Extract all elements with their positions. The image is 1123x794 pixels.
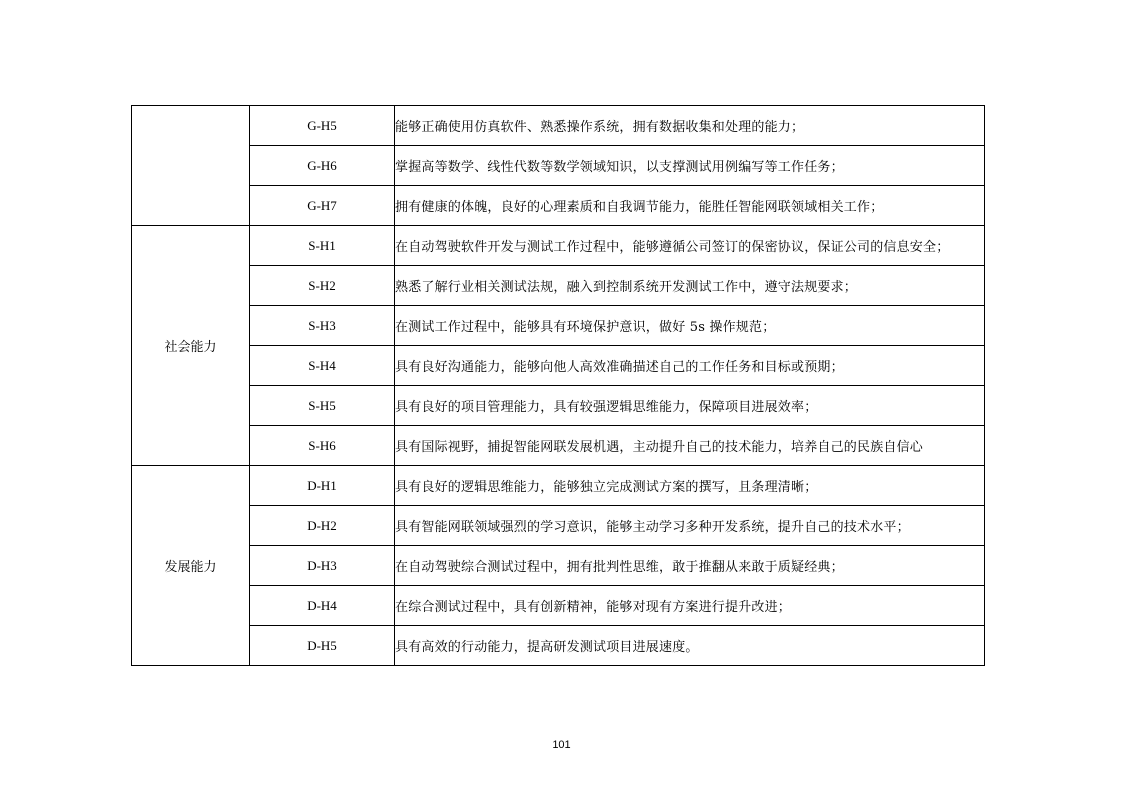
code-cell: D-H5 xyxy=(250,626,395,666)
table-row xyxy=(132,346,985,386)
description-cell: 在自动驾驶综合测试过程中，拥有批判性思维，敢于推翻从来敢于质疑经典； xyxy=(395,546,985,586)
table-row xyxy=(132,546,985,586)
code-cell: S-H4 xyxy=(250,346,395,386)
description-cell: 具有良好的逻辑思维能力，能够独立完成测试方案的撰写，且条理清晰； xyxy=(395,466,985,506)
table-row xyxy=(132,586,985,626)
description-cell: 在测试工作过程中，能够具有环境保护意识，做好 5s 操作规范； xyxy=(395,306,985,346)
code-cell: D-H4 xyxy=(250,586,395,626)
description-cell: 具有智能网联领域强烈的学习意识，能够主动学习多种开发系统，提升自己的技术水平； xyxy=(395,506,985,546)
table-row xyxy=(132,306,985,346)
code-cell: S-H3 xyxy=(250,306,395,346)
description-cell: 掌握高等数学、线性代数等数学领域知识，以支撑测试用例编写等工作任务； xyxy=(395,146,985,186)
table-row xyxy=(132,146,985,186)
code-cell: S-H6 xyxy=(250,426,395,466)
code-cell: S-H5 xyxy=(250,386,395,426)
code-cell: S-H1 xyxy=(250,226,395,266)
code-cell: G-H6 xyxy=(250,146,395,186)
table-row xyxy=(132,266,985,306)
page-number: 101 xyxy=(552,739,571,751)
table-row xyxy=(132,506,985,546)
code-cell: S-H2 xyxy=(250,266,395,306)
code-cell: D-H3 xyxy=(250,546,395,586)
table-row xyxy=(132,106,985,146)
description-cell: 具有高效的行动能力，提高研发测试项目进展速度。 xyxy=(395,626,985,666)
table-row xyxy=(132,626,985,666)
category-cell xyxy=(132,106,250,226)
description-cell: 熟悉了解行业相关测试法规，融入到控制系统开发测试工作中，遵守法规要求； xyxy=(395,266,985,306)
code-cell: D-H2 xyxy=(250,506,395,546)
table-row xyxy=(132,386,985,426)
code-cell: D-H1 xyxy=(250,466,395,506)
requirements-table xyxy=(131,105,985,666)
description-cell: 具有良好的项目管理能力，具有较强逻辑思维能力，保障项目进展效率； xyxy=(395,386,985,426)
table-row xyxy=(132,466,985,506)
table-row xyxy=(132,186,985,226)
description-cell: 拥有健康的体魄，良好的心理素质和自我调节能力，能胜任智能网联领域相关工作； xyxy=(395,186,985,226)
category-cell: 社会能力 xyxy=(132,226,250,466)
code-cell: G-H7 xyxy=(250,186,395,226)
description-cell: 在综合测试过程中，具有创新精神，能够对现有方案进行提升改进； xyxy=(395,586,985,626)
category-cell: 发展能力 xyxy=(132,466,250,666)
table-row xyxy=(132,226,985,266)
description-cell: 具有良好沟通能力，能够向他人高效准确描述自己的工作任务和目标或预期； xyxy=(395,346,985,386)
code-cell: G-H5 xyxy=(250,106,395,146)
description-cell: 能够正确使用仿真软件、熟悉操作系统，拥有数据收集和处理的能力； xyxy=(395,106,985,146)
description-cell: 在自动驾驶软件开发与测试工作过程中，能够遵循公司签订的保密协议，保证公司的信息安全； xyxy=(395,226,985,266)
table-row xyxy=(132,426,985,466)
description-cell: 具有国际视野，捕捉智能网联发展机遇，主动提升自己的技术能力，培养自己的民族自信心 xyxy=(395,426,985,466)
